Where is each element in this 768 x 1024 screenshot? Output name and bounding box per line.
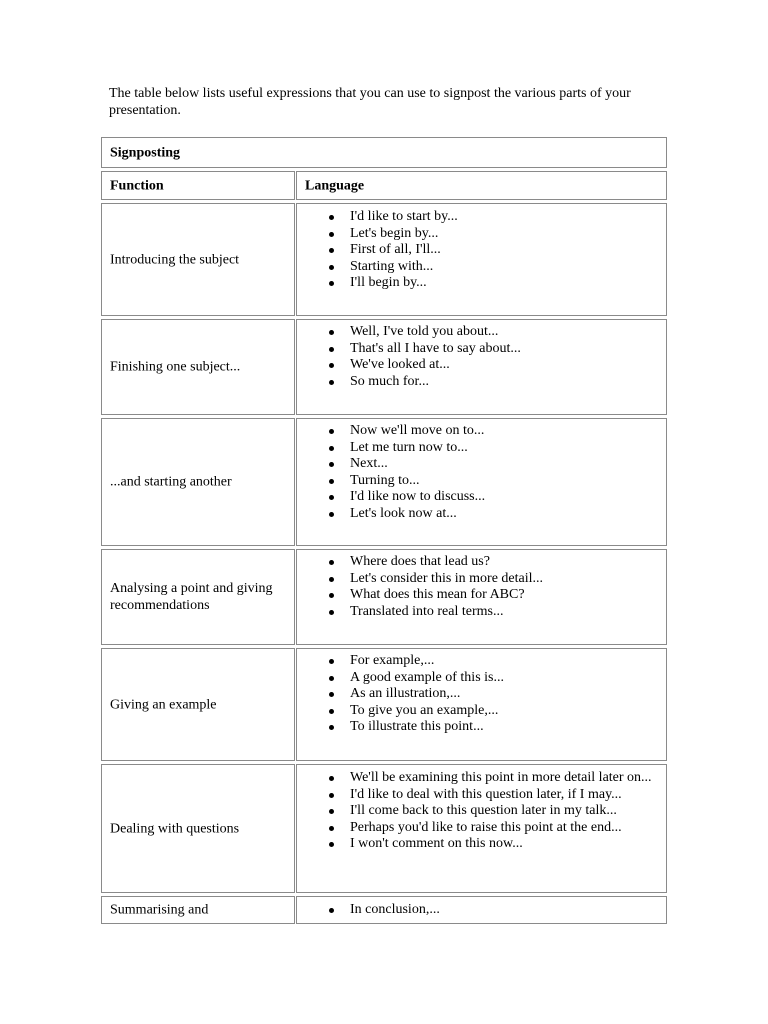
language-list <box>297 770 666 853</box>
function-label: Giving an example <box>110 697 217 712</box>
list-item: I'd like to deal with this question later, if I may... <box>297 787 666 804</box>
language-cell <box>296 418 667 546</box>
list-item: A good example of this is... <box>297 670 666 687</box>
language-list <box>297 902 666 919</box>
list-item: I'll come back to this question later in my talk... <box>297 803 666 820</box>
language-cell <box>296 203 667 316</box>
list-item: Let's consider this in more detail... <box>297 571 666 588</box>
language-list <box>297 423 666 523</box>
list-item: So much for... <box>297 374 666 391</box>
list-item: We've looked at... <box>297 357 666 374</box>
list-item: Let me turn now to... <box>297 440 666 457</box>
list-item: Turning to... <box>297 473 666 490</box>
language-cell <box>296 896 667 924</box>
list-item: Now we'll move on to... <box>297 423 666 440</box>
list-item: I'll begin by... <box>297 275 666 292</box>
table-title: Signposting <box>110 145 181 160</box>
table-row <box>101 418 667 546</box>
function-cell <box>101 203 295 316</box>
function-label: Introducing the subject <box>110 252 240 267</box>
list-item: Let's begin by... <box>297 226 666 243</box>
table-row <box>101 203 667 316</box>
list-item: Translated into real terms... <box>297 604 666 621</box>
header-cell-language <box>296 171 667 200</box>
list-item: I won't comment on this now... <box>297 836 666 853</box>
function-cell <box>101 549 295 645</box>
language-list <box>297 324 666 390</box>
list-item: We'll be examining this point in more detail later on... <box>297 770 666 787</box>
list-item: As an illustration,... <box>297 686 666 703</box>
list-item: Let's look now at... <box>297 506 666 523</box>
language-list <box>297 554 666 620</box>
header-function: Function <box>110 178 164 193</box>
intro-paragraph: The table below lists useful expressions that you can use to signpost the various parts of your presentation. <box>109 86 631 118</box>
language-cell <box>296 549 667 645</box>
signposting-table <box>101 137 667 927</box>
function-label: Analysing a point and giving recommendations <box>110 581 273 613</box>
table-title-row <box>101 137 667 168</box>
list-item: Next... <box>297 456 666 473</box>
function-cell <box>101 319 295 415</box>
list-item: I'd like now to discuss... <box>297 489 666 506</box>
function-cell <box>101 896 295 924</box>
table-row <box>101 549 667 645</box>
function-label: Dealing with questions <box>110 821 240 836</box>
list-item: In conclusion,... <box>297 902 666 919</box>
function-cell <box>101 418 295 546</box>
header-cell-function <box>101 171 295 200</box>
function-label: Summarising and <box>110 902 209 918</box>
table-header-row <box>101 171 667 200</box>
table-row <box>101 896 667 924</box>
language-cell <box>296 764 667 893</box>
table-row <box>101 648 667 761</box>
list-item: Where does that lead us? <box>297 554 666 571</box>
table-title-cell <box>101 137 667 168</box>
list-item: For example,... <box>297 653 666 670</box>
table-row <box>101 764 667 893</box>
list-item: I'd like to start by... <box>297 209 666 226</box>
list-item: Perhaps you'd like to raise this point at the end... <box>297 820 666 837</box>
list-item: To give you an example,... <box>297 703 666 720</box>
list-item: First of all, I'll... <box>297 242 666 259</box>
list-item: That's all I have to say about... <box>297 341 666 358</box>
header-language: Language <box>305 178 365 193</box>
function-cell <box>101 764 295 893</box>
function-label: ...and starting another <box>110 474 232 490</box>
language-list <box>297 653 666 736</box>
language-cell <box>296 319 667 415</box>
language-list <box>297 209 666 292</box>
function-label: Finishing one subject... <box>110 359 241 375</box>
list-item: Starting with... <box>297 259 666 276</box>
list-item: Well, I've told you about... <box>297 324 666 341</box>
list-item: To illustrate this point... <box>297 719 666 736</box>
function-cell <box>101 648 295 761</box>
language-cell <box>296 648 667 761</box>
list-item: What does this mean for ABC? <box>297 587 666 604</box>
table-row <box>101 319 667 415</box>
